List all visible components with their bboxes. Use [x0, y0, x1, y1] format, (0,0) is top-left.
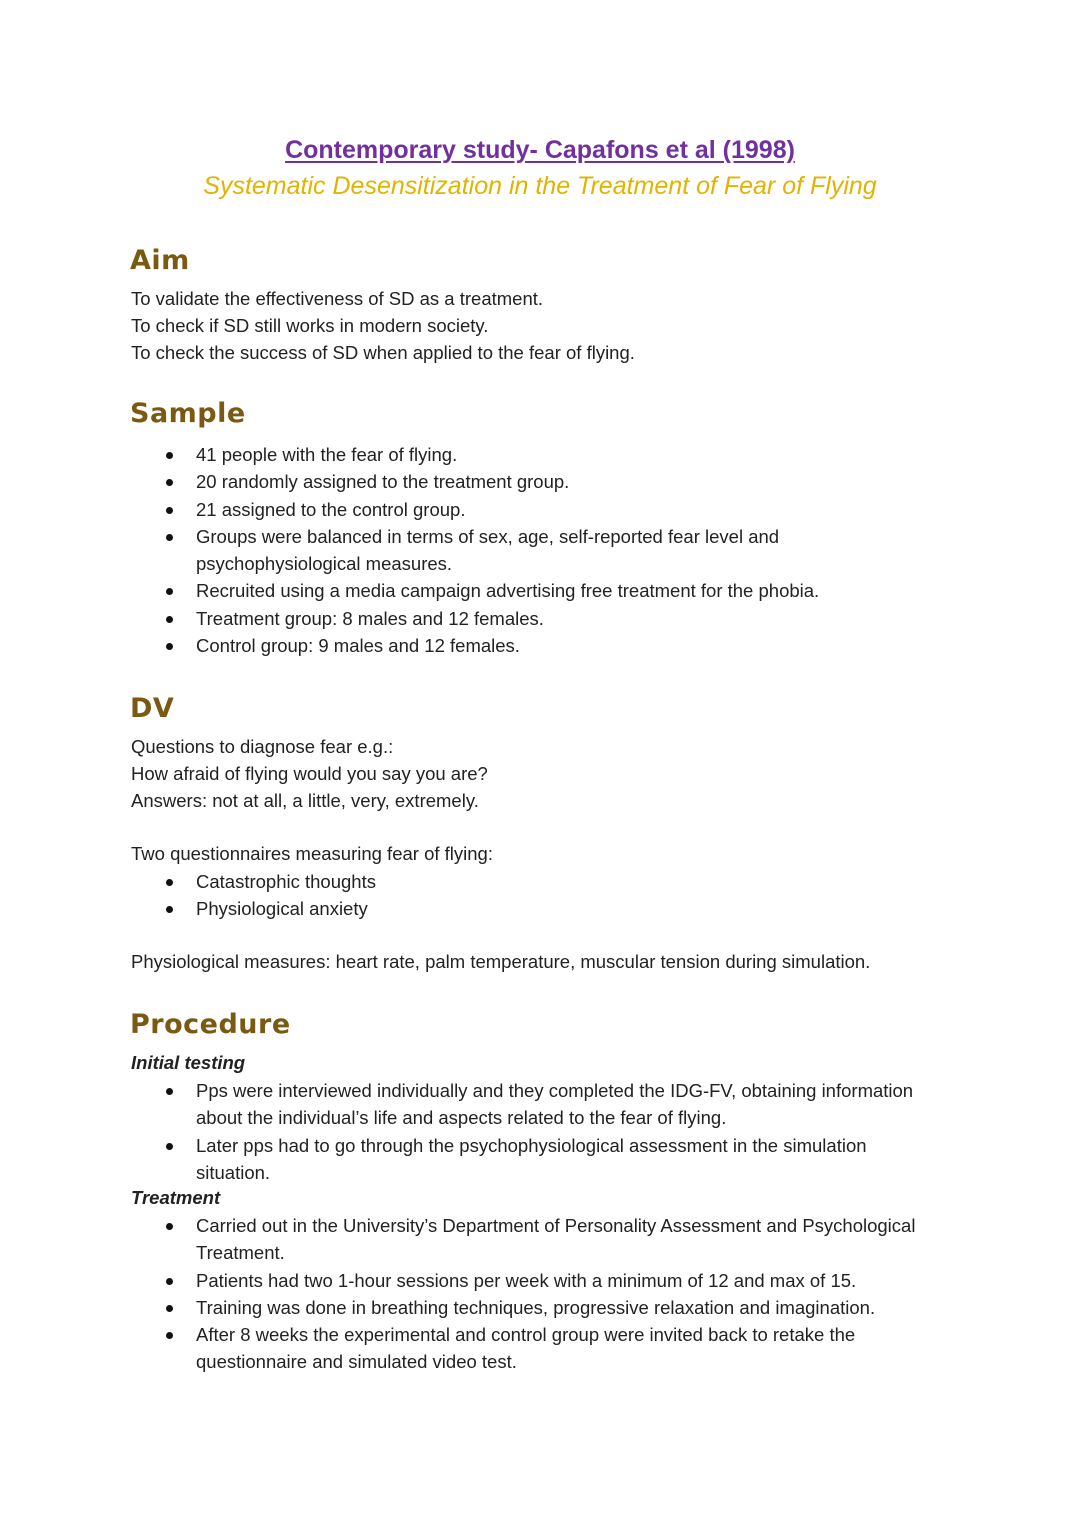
procedure-heading: Procedure: [130, 1009, 291, 1040]
aim-text: [131, 286, 951, 366]
bullet-icon: [166, 479, 173, 486]
list-item: [131, 1132, 931, 1187]
sample-heading: Sample: [130, 398, 246, 429]
list-item-text: Control group: 9 males and 12 females.: [196, 635, 520, 657]
list-item: [131, 1294, 931, 1321]
bullet-icon: [166, 1278, 173, 1285]
list-item-text: Physiological anxiety: [196, 898, 368, 920]
dv-heading: DV: [130, 693, 175, 724]
list-item: [131, 441, 931, 468]
document-subtitle: Systematic Desensitization in the Treatment of Fear of Flying: [203, 172, 877, 200]
bullet-icon: [166, 507, 173, 514]
dv-line: Answers: not at all, a little, very, extremely.: [131, 789, 479, 811]
aim-heading: Aim: [130, 245, 190, 276]
bullet-icon: [166, 588, 173, 595]
initial-testing-list: [131, 1077, 931, 1186]
bullet-icon: [166, 643, 173, 650]
dv-text: [131, 734, 951, 814]
bullet-icon: [166, 1223, 173, 1230]
list-item-text: Training was done in breathing techniques, progressive relaxation and imagination.: [196, 1296, 876, 1318]
list-item: [131, 1321, 931, 1376]
list-item: [131, 496, 931, 523]
document-title: Contemporary study- Capafons et al (1998): [285, 136, 795, 164]
list-item: [131, 632, 931, 659]
list-item-text: After 8 weeks the experimental and control group were invited back to retake the questionnaire and simulated video test.: [196, 1324, 856, 1373]
dv-line: How afraid of flying would you say you are?: [131, 762, 488, 784]
list-item: [131, 577, 931, 604]
aim-line: To check if SD still works in modern society.: [131, 314, 489, 336]
dv-questionnaires-intro: Two questionnaires measuring fear of flying:: [131, 843, 493, 864]
list-item: [131, 468, 931, 495]
dv-questionnaires-list: [131, 868, 931, 923]
list-item-text: 20 randomly assigned to the treatment group.: [196, 471, 570, 493]
bullet-icon: [166, 534, 173, 541]
bullet-icon: [166, 1332, 173, 1339]
list-item: [131, 1267, 931, 1294]
aim-line: To check the success of SD when applied to the fear of flying.: [131, 341, 635, 363]
bullet-icon: [166, 452, 173, 459]
initial-testing-label: Initial testing: [131, 1052, 246, 1073]
list-item: [131, 1077, 931, 1132]
bullet-icon: [166, 616, 173, 623]
list-item: [131, 523, 931, 578]
list-item-text: Treatment group: 8 males and 12 females.: [196, 607, 544, 629]
bullet-icon: [166, 1143, 173, 1150]
treatment-list: [131, 1212, 931, 1376]
list-item: [131, 868, 931, 895]
title-block: [0, 132, 1080, 204]
list-item-text: Groups were balanced in terms of sex, age, self-reported fear level and psychophysiological measures.: [196, 525, 780, 575]
dv-line: Questions to diagnose fear e.g.:: [131, 736, 394, 757]
list-item-text: Recruited using a media campaign advertising free treatment for the phobia.: [196, 580, 820, 602]
list-item-text: Pps were interviewed individually and they completed the IDG-FV, obtaining information about the individual’s life and aspects related to the fear of flying.: [196, 1080, 914, 1129]
bullet-icon: [166, 906, 173, 913]
treatment-label: Treatment: [131, 1187, 221, 1208]
list-item-text: Patients had two 1-hour sessions per week with a minimum of 12 and max of 15.: [196, 1269, 857, 1291]
sample-list: [131, 441, 931, 659]
list-item: [131, 895, 931, 922]
list-item-text: Later pps had to go through the psychophysiological assessment in the simulation situation.: [196, 1134, 867, 1183]
list-item-text: 41 people with the fear of flying.: [196, 444, 458, 465]
dv-physiological: Physiological measures: heart rate, palm temperature, muscular tension during simulation.: [131, 951, 871, 972]
list-item-text: 21 assigned to the control group.: [196, 498, 466, 520]
list-item: [131, 1212, 931, 1267]
bullet-icon: [166, 879, 173, 886]
list-item-text: Catastrophic thoughts: [196, 871, 376, 892]
aim-line: To validate the effectiveness of SD as a treatment.: [131, 288, 544, 309]
bullet-icon: [166, 1088, 173, 1095]
list-item-text: Carried out in the University’s Department of Personality Assessment and Psychological Treatment.: [196, 1215, 916, 1264]
bullet-icon: [166, 1305, 173, 1312]
list-item: [131, 605, 931, 632]
